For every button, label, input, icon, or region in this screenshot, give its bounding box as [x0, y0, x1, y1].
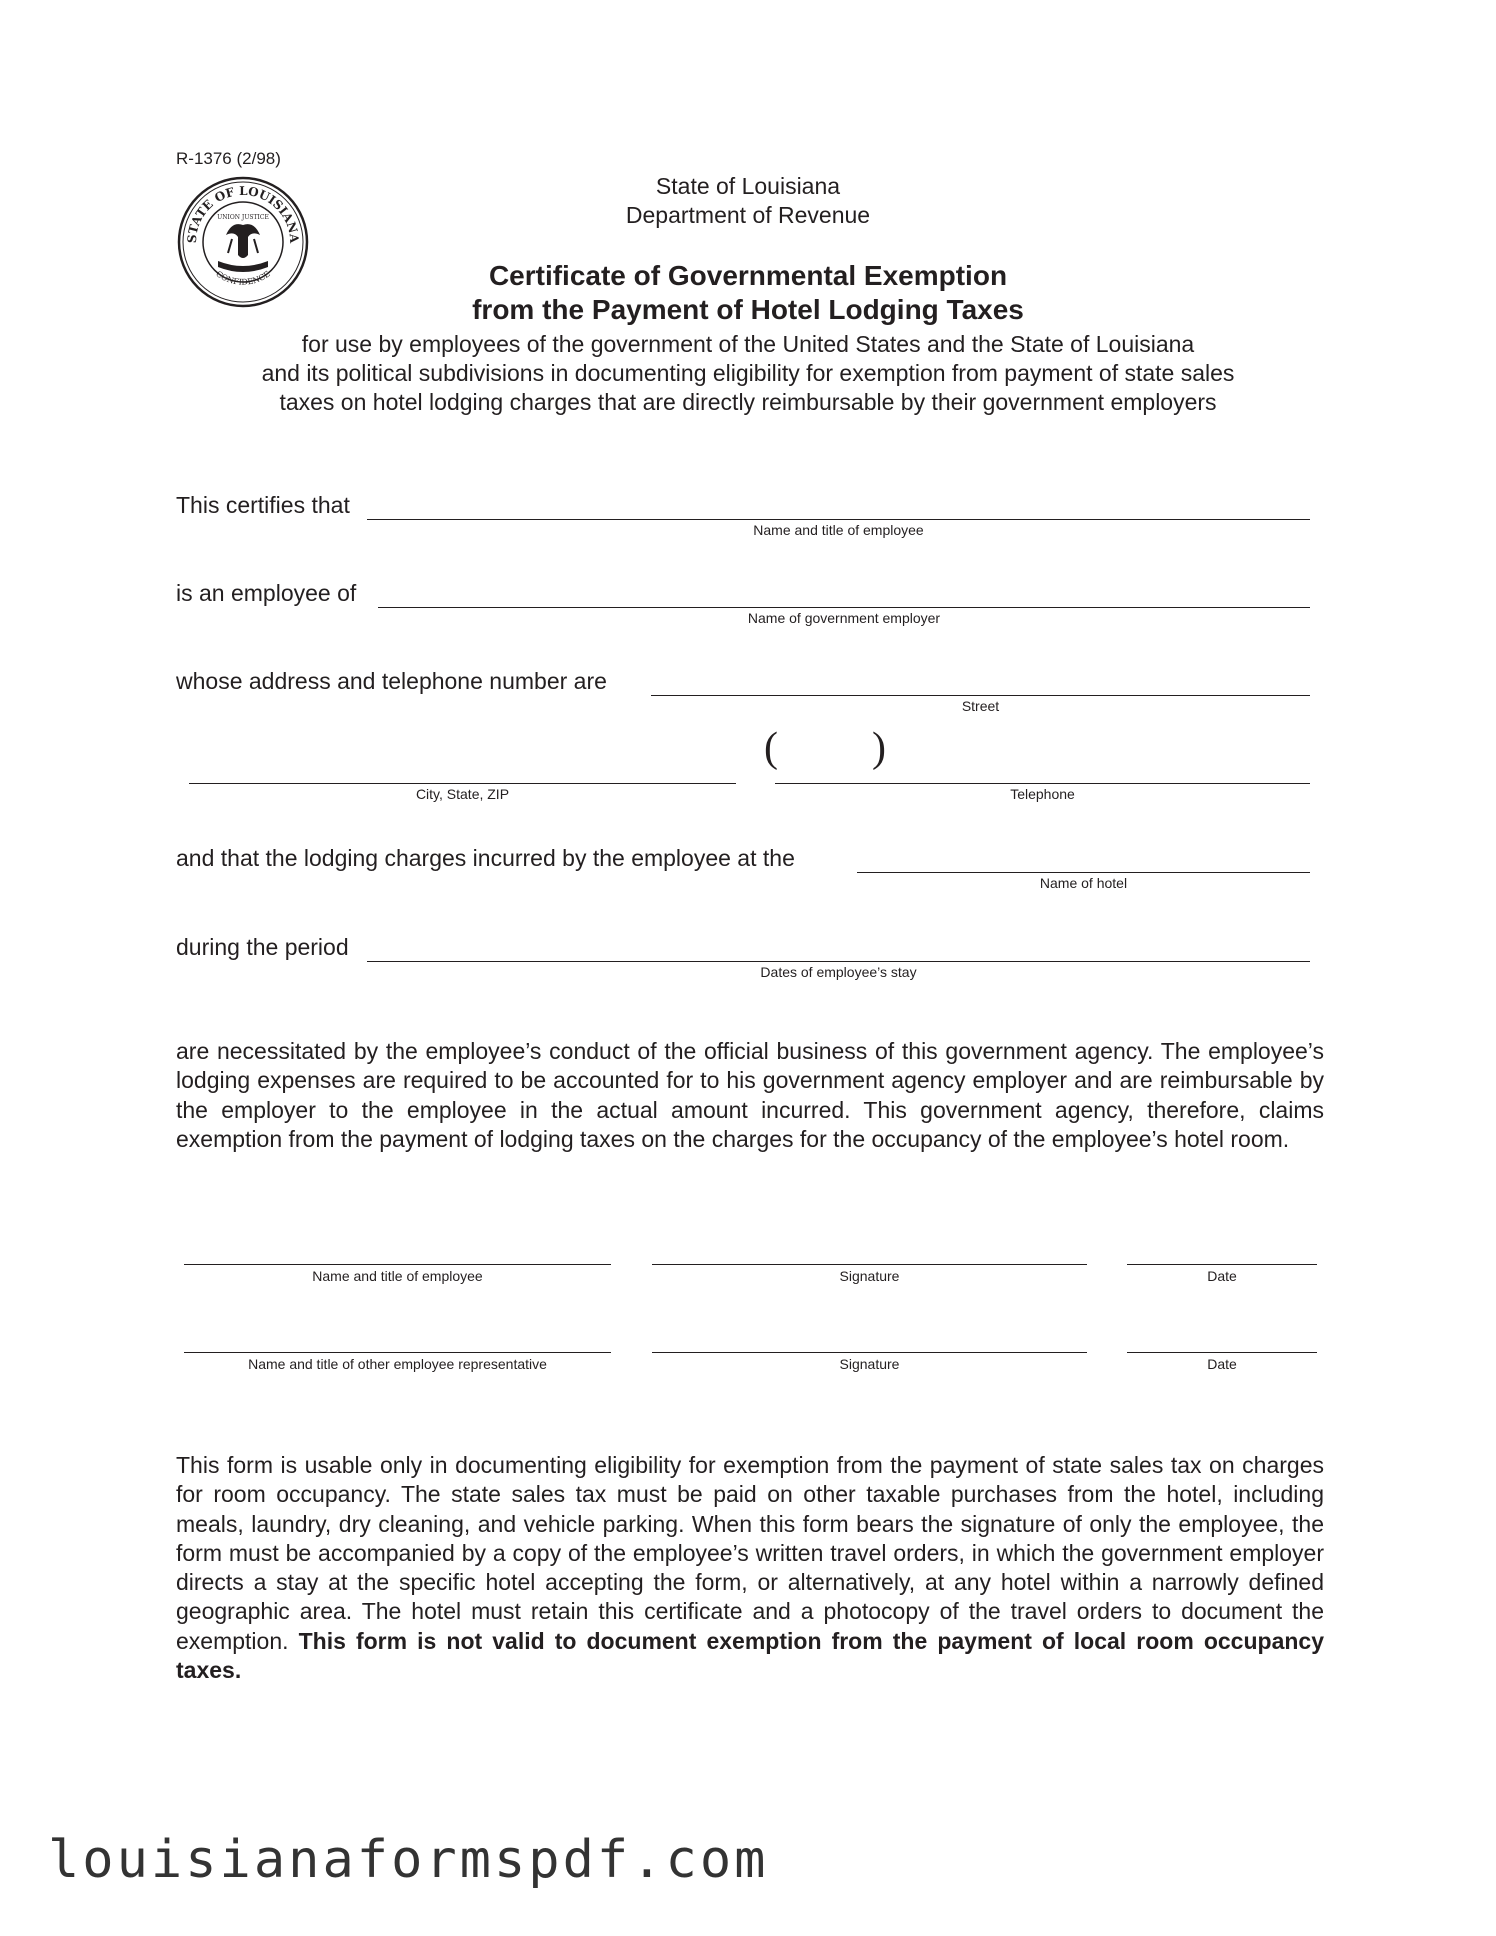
street-field[interactable] [651, 695, 1310, 696]
state-name: State of Louisiana [655, 173, 841, 199]
area-code-close-paren: ) [872, 725, 886, 771]
employer-label: is an employee of [176, 580, 357, 606]
form-subtitle-line1: for use by employees of the government of the United States and the State of Louisiana [301, 331, 1195, 357]
seal-inner-text: UNION JUSTICE [217, 214, 269, 221]
form-title-line1: Certificate of Governmental Exemption [488, 260, 1008, 291]
street-caption: Street [961, 698, 1000, 714]
representative-name-title-caption: Name and title of other employee representative [248, 1356, 547, 1372]
hotel-name-caption: Name of hotel [1039, 875, 1128, 891]
usage-notice-text: This form is usable only in documenting eligibility for exemption from the payment of state sales tax on charges for room occupancy. The state sales tax must be paid on other taxable purchases from the hotel, including meals, laundry, dry cleaning, and vehicle parking. When this form bears the signature of only the employee, the form must be accompanied by a copy of the employee’s written travel orders, in which the government employer directs a stay at the specific hotel accepting the form, or alternatively, at any hotel within a narrowly defined geographic area. The hotel must retain this certificate and a photocopy of the travel orders to document the exemption. [176, 1452, 1324, 1654]
seal-ring-top-text: STATE OF LOUISIANA [184, 183, 302, 244]
dates-of-stay-field[interactable] [367, 961, 1310, 962]
employee-name-title-line[interactable] [184, 1264, 611, 1265]
site-watermark: louisianaformspdf.com [48, 1830, 769, 1890]
form-subtitle-line3: taxes on hotel lodging charges that are directly reimbursable by their government employers [279, 389, 1217, 415]
employee-date-line[interactable] [1127, 1264, 1317, 1265]
hotel-name-field[interactable] [857, 872, 1310, 873]
representative-signature-line[interactable] [652, 1352, 1087, 1353]
employee-signature-caption: Signature [839, 1268, 900, 1284]
hotel-label: and that the lodging charges incurred by the employee at the [176, 845, 795, 871]
employer-name-field[interactable] [378, 607, 1310, 608]
form-subtitle-line2: and its political subdivisions in documenting eligibility for exemption from payment of state sales [261, 360, 1235, 386]
city-state-zip-caption: City, State, ZIP [415, 786, 510, 802]
representative-name-title-line[interactable] [184, 1352, 611, 1353]
employee-name-title-caption: Name and title of employee [312, 1268, 483, 1284]
period-label: during the period [176, 934, 349, 960]
employee-name-caption: Name and title of employee [753, 522, 924, 538]
dates-of-stay-caption: Dates of employee’s stay [760, 964, 917, 980]
employer-name-caption: Name of government employer [747, 610, 941, 626]
form-title-line2: from the Payment of Hotel Lodging Taxes [472, 294, 1024, 325]
employee-date-caption: Date [1207, 1268, 1237, 1284]
area-code-open-paren: ( [764, 725, 778, 771]
department-name: Department of Revenue [625, 202, 871, 228]
city-state-zip-field[interactable] [189, 783, 736, 784]
address-label: whose address and telephone number are [176, 668, 607, 694]
telephone-field[interactable] [775, 783, 1310, 784]
representative-date-caption: Date [1207, 1356, 1237, 1372]
employee-signature-line[interactable] [652, 1264, 1087, 1265]
usage-notice-bold: This form is not valid to document exemption from the payment of local room occupancy taxes. [176, 1627, 1324, 1684]
form-number: R-1376 (2/98) [176, 149, 281, 168]
exemption-statement: are necessitated by the employee’s conduct of the official business of this government agency. The employee’s lodging expenses are required to be accounted for to his government agency employer and are reimbursable by the employer to the employee in the actual amount incurred. This government agency, therefore, claims exemption from the payment of lodging taxes on the charges for the occupancy of the employee’s hotel room. [176, 1038, 1324, 1152]
seal-ring-bottom-text: CONFIDENCE [214, 269, 272, 287]
certifies-label: This certifies that [176, 492, 350, 518]
usage-notice [176, 1451, 1324, 1685]
representative-signature-caption: Signature [839, 1356, 900, 1372]
telephone-caption: Telephone [1010, 786, 1075, 802]
employee-name-field[interactable] [367, 519, 1310, 520]
representative-date-line[interactable] [1127, 1352, 1317, 1353]
